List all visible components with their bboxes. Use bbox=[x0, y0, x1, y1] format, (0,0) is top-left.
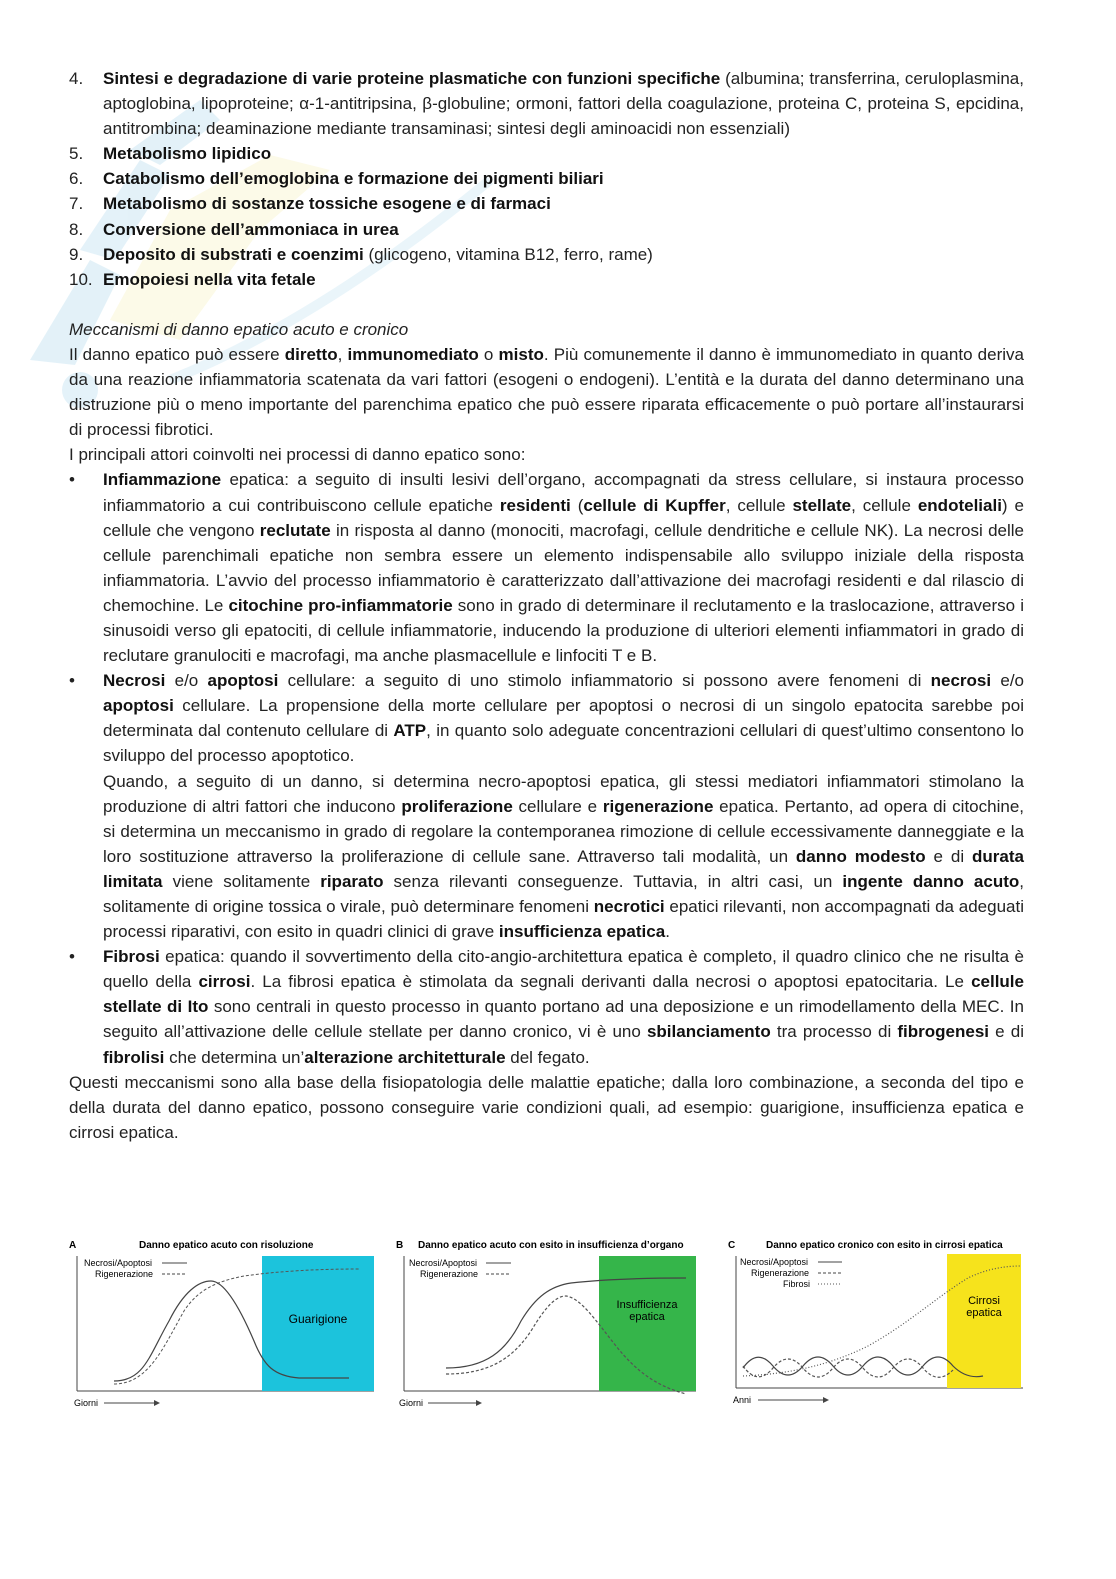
bullet-inflammation: • Infiammazione epatica: a seguito di insulti lesivi dell’organo, accompagnati da stress cellulare, si instaura processo infiammatorio a cui contribuiscono cellule epatiche residenti (cellule di Kupffer, cellule stellate, cellule endoteliali) e cellule che vengono reclutate in risposta al danno (monociti, macrofagi, cellule dendritiche e cellule NK). La necrosi delle cellule parenchimali epatiche non sembra essere un elemento indispensabile allo sviluppo iniziale della risposta infiammatoria. L’avvio del processo infiammatorio è caratterizzato dall’attivazione dei macrofagi residenti e dal rilascio di chemochine. Le citochine pro-infiammatorie sono in grado di determinare il reclutamento e la traslocazione, attraverso i sinusoidi verso gli epatociti, di cellule infiammatorie, inducendo la produzione di ulteriori elementi infiammatori in grado di reclutare granulociti e macrofagi, ma anche plasmacellule e linfociti T e B. bbox=[69, 467, 1024, 668]
necrosis-paragraph-2: Quando, a seguito di un danno, si determina necro-apoptosi epatica, gli stessi mediatori infiammatori stimolano la produzione di altri fattori che inducono proliferazione cellulare e rigenerazione epatica. Pertanto, ad opera di citochine, si determina un meccanismo in grado di regolare la contemporanea rimozione di cellule eccessivamente danneggiate e la loro sostituzione attraverso la proliferazione di cellule sane. Attraverso tali modalità, un danno modesto e di durata limitata viene solitamente riparato senza rilevanti conseguenze. Tuttavia, in altri casi, un ingente danno acuto, solitamente di origine tossica o virale, può determinare fenomeni necrotici epatici rilevanti, non accompagnati da adeguati processi riparativi, con esito in quadri clinici di grave insufficienza epatica. bbox=[103, 771, 1025, 942]
figure-c-svg bbox=[728, 1236, 1028, 1411]
outcome-label: Guarigione bbox=[288, 1312, 348, 1326]
closing-paragraph: Questi meccanismi sono alla base della fisiopatologia delle malattie epatiche; dalla loro combinazione, a seconda del tipo e della durata del danno epatico, possono conseguire varie condizioni quali, ad esempio: guarigione, insufficienza epatica e cirrosi epatica. bbox=[69, 1072, 1024, 1142]
list-item: 6. Catabolismo dell’emoglobina e formazione dei pigmenti biliari bbox=[69, 169, 604, 189]
figure-letter: A bbox=[69, 1240, 77, 1251]
legend-regeneration: Rigenerazione bbox=[751, 1268, 810, 1278]
legend-regeneration: Rigenerazione bbox=[95, 1269, 154, 1279]
document-body bbox=[69, 66, 1024, 1145]
outcome-box bbox=[947, 1254, 1021, 1388]
x-label: Anni bbox=[733, 1395, 752, 1405]
bullet-icon: • bbox=[69, 947, 75, 967]
legend-necrosis: Necrosi/Apoptosi bbox=[409, 1258, 478, 1268]
arrow-icon bbox=[476, 1400, 482, 1406]
figure-letter: C bbox=[728, 1240, 736, 1251]
outcome-label: Cirrosi bbox=[968, 1295, 1000, 1307]
list-item: 10. Emopoiesi nella vita fetale bbox=[69, 269, 316, 289]
outcome-box bbox=[599, 1256, 696, 1391]
figures-row bbox=[69, 1236, 1029, 1411]
intro-paragraph: Il danno epatico può essere diretto, immunomediato o misto. Più comunemente il danno è immunomediato in quanto deriva da una reazione infiammatoria scatenata da vari fattori (esogeni o endogeni). L’entità e la durata del danno determinano una distruzione più o meno importante del parenchima epatico che può essere riparata efficacemente o può portare all’instaurarsi di processi fibrotici. bbox=[69, 344, 1024, 440]
legend-regeneration: Rigenerazione bbox=[420, 1269, 479, 1279]
x-label: Giorni bbox=[399, 1398, 424, 1408]
figure-b-svg bbox=[396, 1236, 706, 1411]
legend-necrosis: Necrosi/Apoptosi bbox=[740, 1257, 809, 1267]
actors-list bbox=[69, 467, 1024, 1069]
figure-a bbox=[69, 1236, 379, 1411]
actors-line: I principali attori coinvolti nei processi di danno epatico sono: bbox=[69, 445, 526, 465]
list-item: 4. Sintesi e degradazione di varie proteine plasmatiche con funzioni specifiche (albumina; transferrina, ceruloplasmina, aptoglobina, lipoproteine; α-1-antitripsina, β-globuline; ormoni, fattori della coagulazione, proteina C, proteina S, epcidina, antitrombina; deaminazione mediante transaminasi; sintesi degli aminoacidi non essenziali) bbox=[69, 69, 1024, 139]
bullet-necrosis: • Necrosi e/o apoptosi cellulare: a seguito di uno stimolo infiammatorio si possono avere fenomeni di necrosi e/o apoptosi cellulare. La propensione della morte cellulare per apoptosi o necrosi di un singolo epatocita sarebbe poi determinata dal contenuto cellulare di ATP, in quanto solo adeguate concentrazioni cellulari di quest’ultimo consentono lo sviluppo del processo apoptotico. Quando, a seguito di un danno, si determina necro-apoptosi epatica, gli stessi mediatori infiammatori stimolano la produzione di altri fattori che inducono proliferazione cellulare e rigenerazione epatica. Pertanto, ad opera di citochine, si determina un meccanismo in grado di regolare la contemporanea rimozione di cellule eccessivamente danneggiate e la loro sostituzione attraverso la proliferazione di cellule sane. Attraverso tali modalità, un danno modesto e di durata limitata viene solitamente riparato senza rilevanti conseguenze. Tuttavia, in altri casi, un ingente danno acuto, solitamente di origine tossica o virale, può determinare fenomeni necrotici epatici rilevanti, non accompagnati da adeguati processi riparativi, con esito in quadri clinici di grave insufficienza epatica. bbox=[69, 668, 1024, 944]
figure-letter: B bbox=[396, 1240, 404, 1251]
section-title: Meccanismi di danno epatico acuto e cronico bbox=[69, 319, 409, 339]
legend-necrosis: Necrosi/Apoptosi bbox=[84, 1258, 153, 1268]
list-item: 7. Metabolismo di sostanze tossiche esogene e di farmaci bbox=[69, 194, 551, 214]
outcome-label: Insufficienza bbox=[616, 1299, 678, 1311]
figure-b bbox=[396, 1236, 706, 1411]
bullet-icon: • bbox=[69, 470, 75, 490]
figure-title: Danno epatico cronico con esito in cirrosi epatica bbox=[766, 1240, 1003, 1251]
outcome-label-2: epatica bbox=[629, 1311, 665, 1323]
figure-c bbox=[728, 1236, 1038, 1411]
outcome-label-2: epatica bbox=[966, 1307, 1002, 1319]
bullet-fibrosis: • Fibrosi epatica: quando il sovvertimento della cito-angio-architettura epatica è completo, il quadro clinico che ne risulta è quello della cirrosi. La fibrosi epatica è stimolata da segnali derivanti dalla necrosi o apoptosi epatocitaria. Le cellule stellate di Ito sono centrali in questo processo in quanto portano ad una deposizione e un rimodellamento della MEC. In seguito all’attivazione delle cellule stellate per danno cronico, vi è uno sbilanciamento tra processo di fibrogenesi e di fibrolisi che determina un’alterazione architetturale del fegato. bbox=[69, 944, 1024, 1069]
list-item: 8. Conversione dell’ammoniaca in urea bbox=[69, 219, 399, 239]
list-item: 9. Deposito di substrati e coenzimi (glicogeno, vitamina B12, ferro, rame) bbox=[69, 244, 653, 264]
arrow-icon bbox=[823, 1397, 829, 1403]
arrow-icon bbox=[154, 1400, 160, 1406]
list-item: 5. Metabolismo lipidico bbox=[69, 144, 272, 164]
figure-title: Danno epatico acuto con risoluzione bbox=[139, 1240, 314, 1251]
x-label: Giorni bbox=[74, 1398, 99, 1408]
figure-a-svg bbox=[69, 1236, 379, 1411]
figure-title: Danno epatico acuto con esito in insufficienza d’organo bbox=[418, 1240, 684, 1251]
legend-fibrosis: Fibrosi bbox=[783, 1279, 811, 1289]
bullet-icon: • bbox=[69, 671, 75, 691]
functions-list bbox=[69, 66, 1024, 292]
